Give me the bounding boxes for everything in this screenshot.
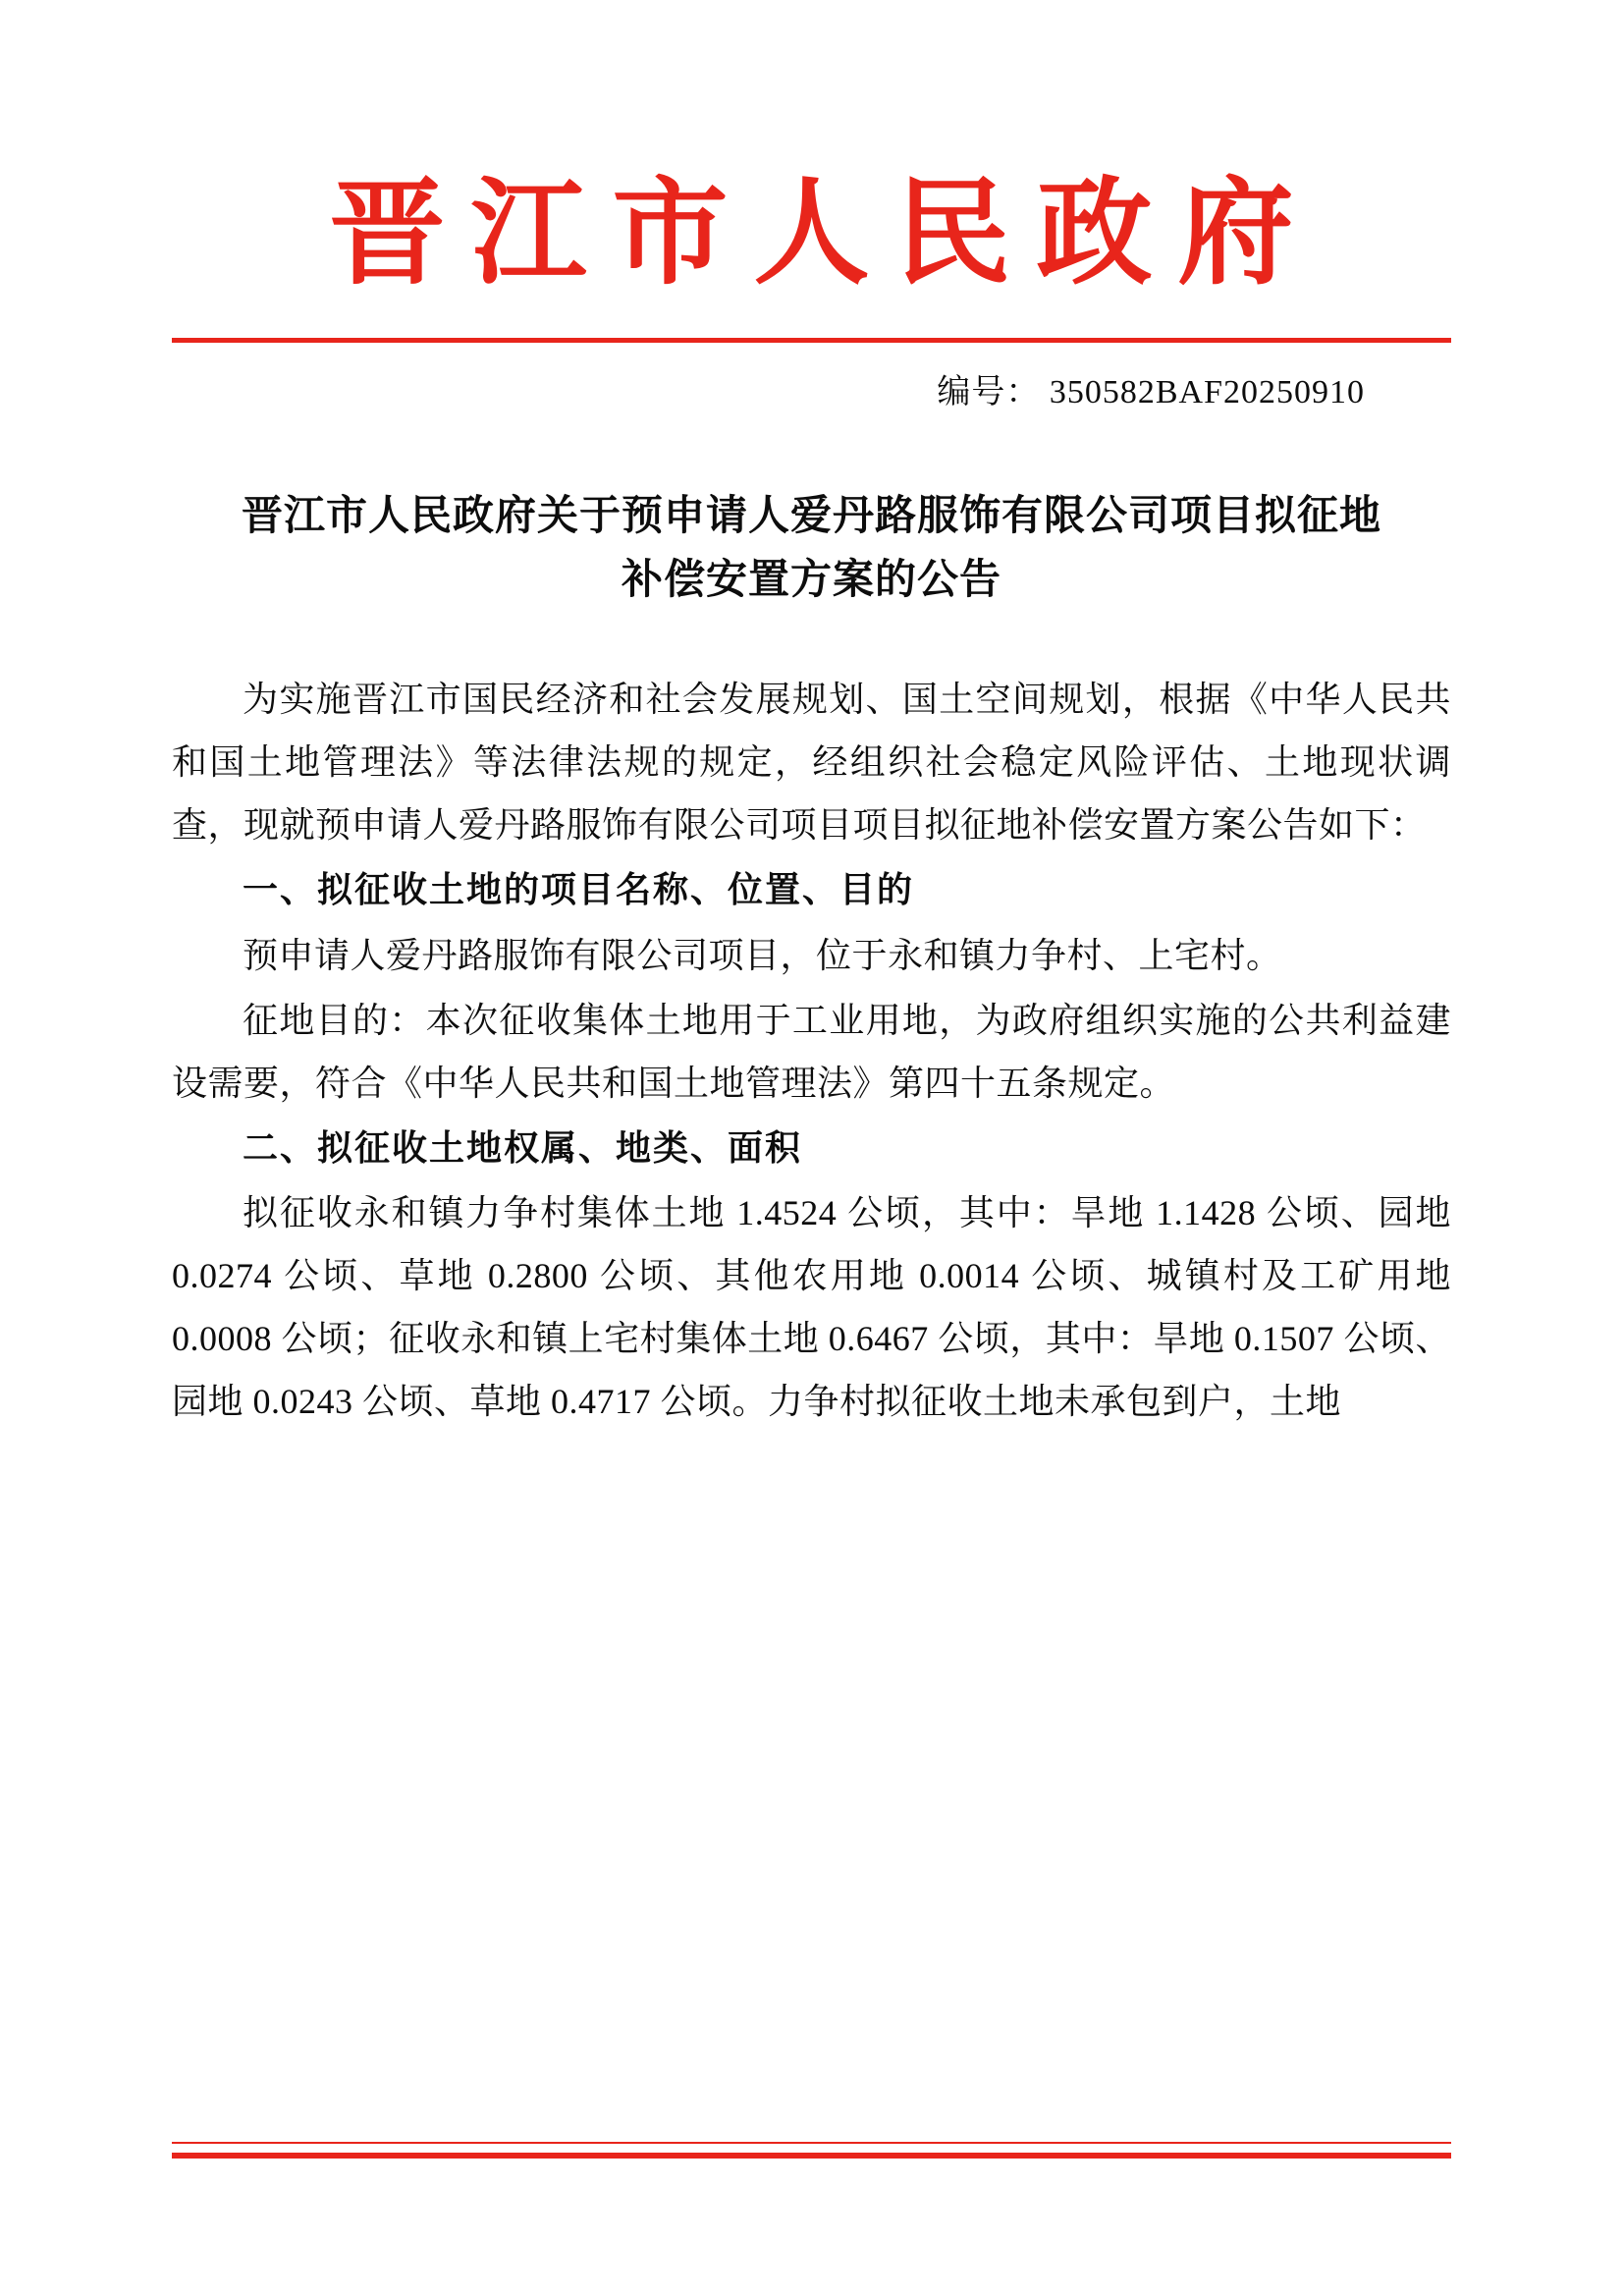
footer-rule-thick: [172, 2153, 1451, 2159]
government-masthead-title: 晋江市人民政府: [329, 164, 1320, 301]
document-body: [172, 668, 1451, 1433]
masthead-divider-rule: [172, 338, 1451, 343]
section-heading-2: 二、拟征收土地权属、地类、面积: [243, 1126, 803, 1169]
paragraph-intro: 为实施晋江市国民经济和社会发展规划、国土空间规划，根据《中华人民共和国土地管理法》等法律法规的规定，经组织社会稳定风险评估、土地现状调查，现就预申请人爱丹路服饰有限公司项目项目拟征地补偿安置方案公告如下：: [172, 680, 1451, 846]
masthead: [172, 0, 1451, 343]
paragraph-section1-location: 预申请人爱丹路服饰有限公司项目，位于永和镇力争村、上宅村。: [243, 935, 1282, 975]
footer-divider: [172, 2142, 1451, 2159]
paragraph-section2-landdetail: 拟征收永和镇力争村集体土地 1.4524 公顷，其中：旱地 1.1428 公顷、园地 0.0274 公顷、草地 0.2800 公顷、其他农用地 0.0014 公顷、城镇村及工矿用地 0.0008 公顷；征收永和镇上宅村集体土地 0.6467 公顷，其中：旱地 0.1507 公顷、园地 0.0243 公顷、草地 0.4717 公顷。力争村拟征收土地未承包到户，土地: [172, 1192, 1451, 1422]
section-heading-1: 一、拟征收土地的项目名称、位置、目的: [243, 869, 915, 911]
paragraph-section1-purpose: 征地目的：本次征收集体土地用于工业用地，为政府组织实施的公共利益建设需要，符合《中华人民共和国土地管理法》第四十五条规定。: [172, 1000, 1451, 1103]
footer-rule-thin: [172, 2142, 1451, 2144]
page-title: 晋江市人民政府关于预申请人爱丹路服饰有限公司项目拟征地补偿安置方案的公告: [241, 491, 1381, 604]
serial-number-row: [172, 364, 1451, 412]
document-serial-number: 编号： 350582BAF20250910: [937, 374, 1365, 410]
